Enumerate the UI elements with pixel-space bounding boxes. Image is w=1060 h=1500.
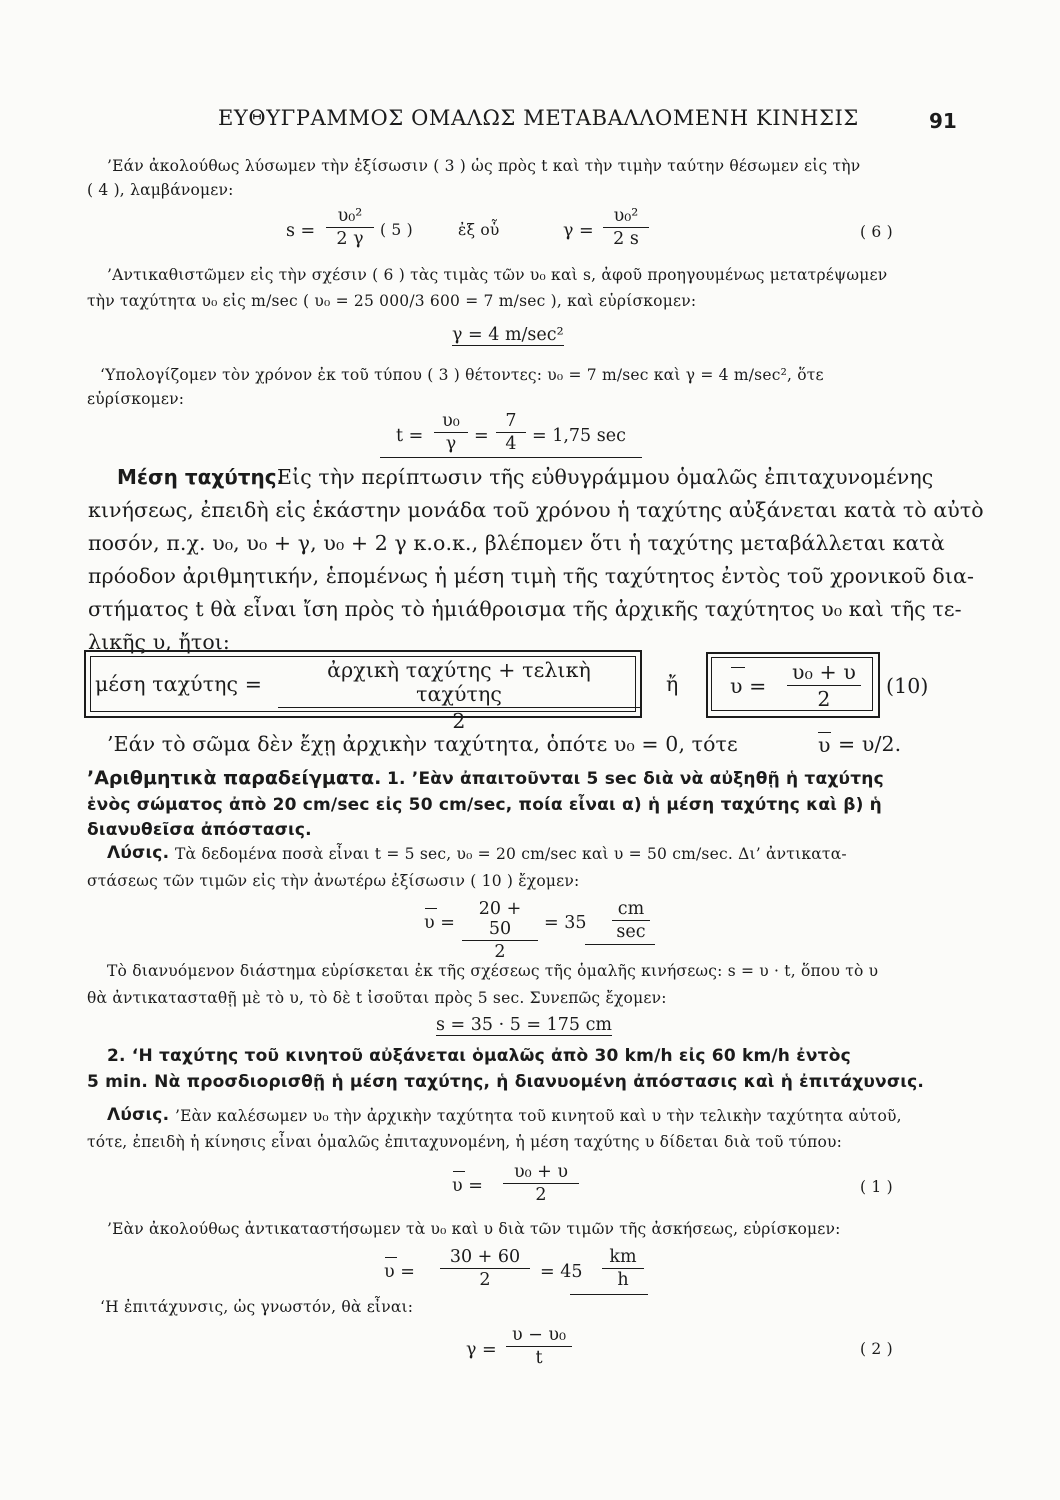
eq-v2-tag: ( 1 ) — [860, 1178, 893, 1196]
boxed-numerator-2: υ₀ + υ — [787, 660, 861, 686]
eq-t-denominator-2: 4 — [505, 434, 517, 454]
text-line: κινήσεως, ἐπειδὴ εἰς ἑκάστην μονάδα τοῦ χρόνου ἡ ταχύτης αὐξάνεται κατὰ τὸ αὐτὸ — [88, 498, 984, 522]
text-line: Τὸ διανυόμενον διάστημα εὑρίσκεται ἐκ τῆς σχέσεως τῆς ὁμαλῆς κινήσεως: s = υ · t, ὅπου τὸ υ — [107, 962, 879, 980]
text-line: τὴν ταχύτητα υ₀ εἰς m/sec ( υ₀ = 25 000/3 600 = 7 m/sec ), καὶ εὑρίσκομεν: — [87, 292, 697, 310]
text-line: ’Εάν τὸ σῶμα δὲν ἔχῃ ἀρχικὴν ταχύτητα, ὁπότε υ₀ = 0, τότε — [107, 732, 738, 756]
eq-g2-fraction — [506, 1325, 572, 1368]
overline-bar — [425, 908, 437, 909]
text-line: = υ/2. — [838, 732, 902, 756]
eq-gamma: γ = 4 m/sec² — [452, 325, 564, 345]
eq5-lhs: s = — [286, 221, 316, 241]
text-line: διανυθεῖσα ἀπόστασις. — [87, 820, 312, 840]
eq-v1-underline — [585, 944, 655, 945]
examples-title: ’Αριθμητικὰ παραδείγματα. — [87, 767, 382, 789]
eq-t-equals: = — [474, 426, 489, 446]
text-line: ’Αντικαθιστῶμεν εἰς τὴν σχέσιν ( 6 ) τὰς τιμὰς τῶν υ₀ καὶ s, ἀφοῦ προηγουμένως μετατρέψωμεν — [107, 266, 888, 284]
eq-t-numerator-1: υ₀ — [434, 411, 468, 433]
boxed-lhs: μέση ταχύτης = — [95, 672, 263, 696]
eq-g2-tag: ( 2 ) — [860, 1340, 893, 1358]
text-line: 5 min. Νὰ προσδιορισθῇ ἡ μέση ταχύτης, ἡ διανυομένη ἀπόστασις καὶ ἡ ἐπιτάχυνσις. — [87, 1072, 925, 1092]
text-line: ‘Η ἐπιτάχυνσις, ὡς γνωστόν, θὰ εἶναι: — [100, 1298, 414, 1316]
eq-v1-unit-num: cm — [612, 899, 650, 921]
text-line: 1. ’Εὰν ἀπαιτοῦνται 5 sec διὰ νὰ αὐξηθῇ ἡ ταχύτης — [387, 769, 884, 789]
eq-v3-lhs: υ = — [384, 1262, 415, 1282]
eq-t-denominator-1: γ — [445, 434, 457, 454]
text-line: εὑρίσκομεν: — [87, 390, 185, 408]
eq-t-numerator-2: 7 — [496, 411, 526, 433]
eq-t-fraction-1 — [434, 411, 468, 454]
eq6-tag: ( 6 ) — [860, 223, 893, 241]
eq-s: s = 35 · 5 = 175 cm — [436, 1015, 613, 1035]
text-line: Εἰς τὴν περίπτωσιν τῆς εὐθυγράμμου ὁμαλῶς ἐπιταχυνομένης — [277, 465, 934, 489]
eq-v2-numerator: υ₀ + υ — [503, 1162, 579, 1184]
solution-label: Λύσις. — [107, 843, 170, 863]
eq-v3-numerator: 30 + 60 — [440, 1247, 530, 1269]
eq-t-underline — [380, 457, 642, 458]
text-line: στάσεως τῶν τιμῶν εἰς τὴν ἀνωτέρω ἐξίσωσιν ( 10 ) ἔχομεν: — [87, 872, 580, 890]
eq5-connector: ἐξ οὗ — [458, 221, 500, 239]
text-line: Τὰ δεδομένα ποσὰ εἶναι t = 5 sec, υ₀ = 20 cm/sec καὶ υ = 50 cm/sec. Δι’ ἀντικατα- — [175, 845, 847, 863]
eq-v3-unit — [602, 1247, 644, 1290]
eq5-fraction — [326, 206, 374, 249]
boxed-fraction-2 — [787, 660, 861, 711]
eq6-lhs: γ = — [563, 221, 594, 241]
overline-bar — [731, 667, 745, 668]
boxed-or: ἤ — [666, 672, 679, 696]
eq-g2-numerator: υ − υ₀ — [506, 1325, 572, 1347]
eq-v3-unit-den: h — [617, 1270, 629, 1290]
eq-t-lhs: t = — [396, 426, 424, 446]
text-line: ’Εάν ἀκολούθως λύσωμεν τὴν ἐξίσωσιν ( 3 ) ὡς πρὸς t καὶ τὴν τιμὴν ταύτην θέσωμεν εἰς τὴν — [107, 157, 861, 175]
text-line: 2. ‘Η ταχύτης τοῦ κινητοῦ αὐξάνεται ὁμαλῶς ἀπὸ 30 km/h εἰς 60 km/h ἐντὸς — [107, 1046, 851, 1066]
boxed-denominator-2: 2 — [817, 687, 831, 711]
eq-v3-value: = 45 — [540, 1262, 583, 1282]
eq6-denominator: 2 s — [613, 229, 639, 249]
text-line: ποσόν, π.χ. υ₀, υ₀ + γ, υ₀ + 2 γ κ.ο.κ., βλέπομεν ὅτι ἡ ταχύτης μεταβάλλεται κατὰ — [88, 531, 945, 555]
eq5-denominator: 2 γ — [336, 229, 364, 249]
equation-tag-10: (10) — [886, 674, 929, 698]
eq-v3-fraction — [440, 1247, 530, 1290]
eq-v2-lhs: υ = — [452, 1176, 483, 1196]
eq-v1-lhs: υ = — [424, 913, 455, 933]
overline-bar — [385, 1257, 397, 1258]
section-title: Μέση ταχύτης. — [117, 465, 285, 489]
eq-t-fraction-2 — [496, 411, 526, 454]
boxed-denominator: 2 — [452, 709, 466, 733]
text-line: ἑνὸς σώματος ἀπὸ 20 cm/sec εἰς 50 cm/sec, ποία εἶναι α) ἡ μέση ταχύτης καὶ β) ἡ — [87, 795, 882, 815]
eq6-fraction — [603, 206, 649, 249]
eq5-numerator: υ₀² — [326, 206, 374, 228]
eq-v1-value: = 35 — [544, 913, 587, 933]
solution-label: Λύσις. — [107, 1105, 170, 1125]
boxed-numerator: ἀρχικὴ ταχύτης + τελικὴ ταχύτης — [278, 658, 640, 708]
eq-v1-unit — [612, 899, 650, 942]
text-line: θὰ ἀντικατασταθῇ μὲ τὸ υ, τὸ δὲ t ἰσοῦται πρὸς 5 sec. Συνεπῶς ἔχομεν: — [87, 989, 667, 1007]
text-line: στήματος t θὰ εἶναι ἴση πρὸς τὸ ἡμιάθροισμα τῆς ἀρχικῆς ταχύτητος υ₀ καὶ τῆς τε- — [88, 597, 962, 621]
eq-v1-unit-den: sec — [616, 922, 646, 942]
eq-v2-fraction — [503, 1162, 579, 1205]
eq-g2-denominator: t — [535, 1348, 543, 1368]
mean-velocity-symbol: υ — [818, 733, 831, 757]
eq-v3-unit-num: km — [602, 1247, 644, 1269]
eq-v1-denominator: 2 — [494, 942, 506, 962]
text-line: πρόοδον ἀριθμητικήν, ἑπομένως ἡ μέση τιμὴ τῆς ταχύτητος ἐντὸς τοῦ χρονικοῦ δια- — [88, 564, 974, 588]
text-line: ’Εὰν καλέσωμεν υ₀ τὴν ἀρχικὴν ταχύτητα τοῦ κινητοῦ καὶ υ τὴν τελικὴν ταχύτητα αὐτοῦ, — [175, 1107, 902, 1125]
boxed-lhs-2: υ = — [730, 674, 767, 698]
boxed-fraction — [278, 658, 640, 733]
text-line: ( 4 ), λαμβάνομεν: — [87, 181, 234, 199]
page-number: 91 — [929, 109, 957, 133]
eq-v1-fraction — [462, 899, 538, 962]
eq-v3-denominator: 2 — [479, 1270, 491, 1290]
eq-v3-underline — [570, 1294, 648, 1295]
overline-bar — [453, 1171, 465, 1172]
text-line: ’Εὰν ἀκολούθως ἀντικαταστήσωμεν τὰ υ₀ καὶ υ διὰ τῶν τιμῶν τῆς ἀσκήσεως, εὑρίσκομεν: — [107, 1220, 841, 1238]
eq6-numerator: υ₀² — [603, 206, 649, 228]
eq5-tag: ( 5 ) — [380, 221, 413, 239]
eq-g2-lhs: γ = — [466, 1340, 497, 1360]
eq-t-result: = 1,75 sec — [532, 426, 626, 446]
text-line: ‘Υπολογίζομεν τὸν χρόνον ἐκ τοῦ τύπου ( 3 ) θέτοντες: υ₀ = 7 m/sec καὶ γ = 4 m/sec², ὅτε — [100, 366, 824, 384]
text-line: τότε, ἐπειδὴ ἡ κίνησις εἶναι ὁμαλῶς ἐπιταχυνομένη, ἡ μέση ταχύτης υ δίδεται διὰ τοῦ τύπου: — [87, 1133, 843, 1151]
text-line: λικῆς υ, ἤτοι: — [88, 630, 230, 654]
eq-v1-numerator: 20 + 50 — [462, 899, 538, 941]
eq-v2-denominator: 2 — [535, 1185, 547, 1205]
running-header: ΕΥΘΥΓΡΑΜΜΟΣ ΟΜΑΛΩΣ ΜΕΤΑΒΑΛΛΟΜΕΝΗ ΚΙΝΗΣΙΣ — [218, 106, 859, 130]
